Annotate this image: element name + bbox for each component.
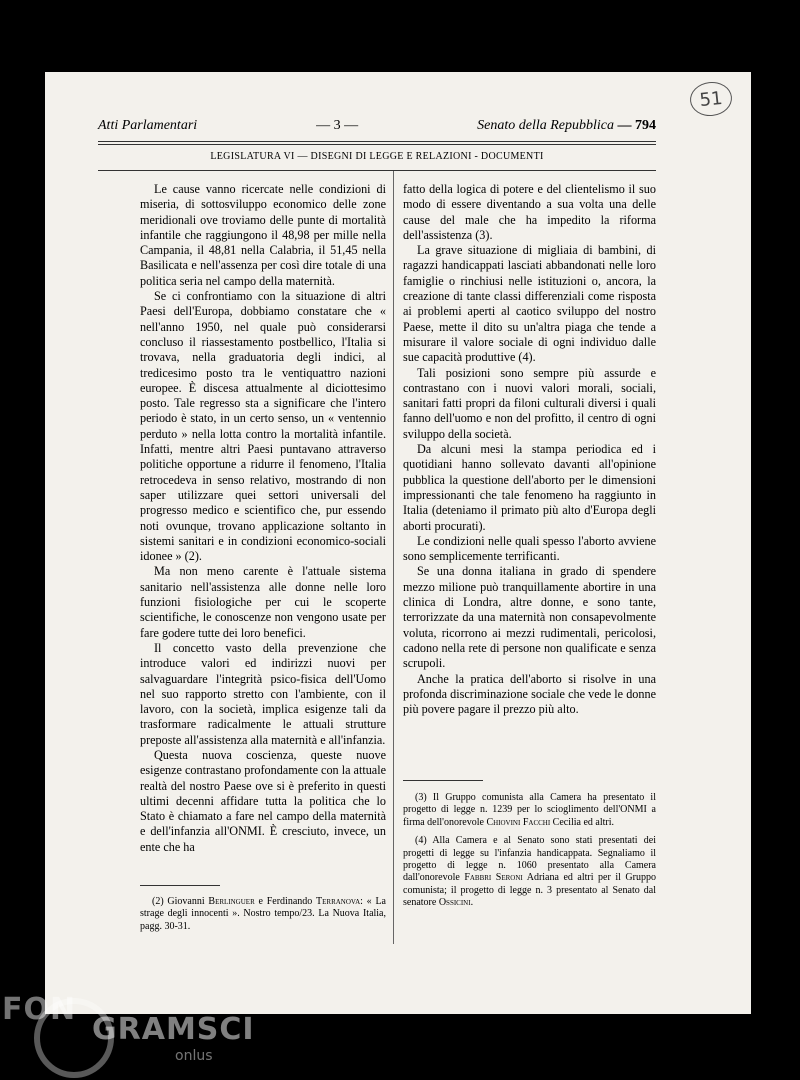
right-column xyxy=(403,182,656,717)
paragraph: Le cause vanno ricercate nelle condizioni di miseria, di sottosviluppo economico delle zone meridionali ove troviamo delle punte di mortalità infantile che raggiungono il 48,98 per mille nella Campania, il 48,81 nella Calabria, il 51,45 nella Basilicata e nell'assenza per così dire totale di una politica seria nel campo della maternità. xyxy=(140,182,386,288)
fn-text: Adriana ed altri per il Gruppo comunista; il progetto di legge n. 3 presentato al Senato dal senatore xyxy=(403,872,656,909)
footnote-3 xyxy=(403,792,656,829)
footnote-4 xyxy=(403,835,656,909)
header-rule-bottom xyxy=(98,144,656,145)
paragraph: fatto della logica di potere e del clientelismo il suo modo di essere diventando a sua volta una delle cause del male che ha impedito la riforma dell'assistenza (3). xyxy=(403,182,656,242)
paragraph: Ma non meno carente è l'attuale sistema sanitario nell'assistenza alle donne nelle loro funzioni fisiologiche per cui le scoperte scientifiche, le conoscenze non vengono usate per fare godere tutte dei loro benefici. xyxy=(140,564,386,640)
watermark-name: GRAMSCI xyxy=(92,1012,255,1047)
header-page-number: — 3 — xyxy=(316,118,359,133)
paragraph: Anche la pratica dell'aborto si risolve in una profonda discriminazione sociale che vede le donne più povere pagare il prezzo più alto. xyxy=(403,671,656,717)
fn-text: . xyxy=(470,897,474,909)
footnote-rule-left xyxy=(140,885,220,886)
fn-text: e Ferdinando xyxy=(254,896,317,907)
watermark-suffix: onlus xyxy=(175,1048,213,1064)
fn-author: Ossicini xyxy=(438,897,471,909)
header-right-page: — 794 xyxy=(617,118,656,133)
legislature-subheader: LEGISLATURA VI — DISEGNI DI LEGGE E RELAZIONI - DOCUMENTI xyxy=(210,151,544,162)
paragraph: Se ci confrontiamo con la situazione di altri Paesi dell'Europa, dobbiamo constatare che « nell'anno 1950, nel quale può considerarsi concluso il riassestamento postbellico, l'Italia si trovava, nella graduatoria degli indici, al tredicesimo posto tra le ventiquattro nazioni europee. È discesa attualmente al diciottesimo posto. Tale regresso sta a significare che l'intero periodo è stato, in un certo senso, un « ventennio perduto » nella lotta contro la mortalità infantile. Infatti, mentre altri Paesi puntavano attraverso politiche opportune a ridurre il fenomeno, l'Italia retrocedeva in senso relativo, mostrando di non saper utilizzare quei settori universali del progresso medico e scientifico che, pur essendo noti ovunque, trovano applicazione soltanto in sistemi sanitari e in condizioni economico-sociali idonee » (2). xyxy=(140,289,386,564)
fn-text: (2) Giovanni xyxy=(152,896,209,907)
paragraph: Tali posizioni sono sempre più assurde e contrastano con i nuovi valori morali, sociali, sanitari fatti propri da filoni culturali diversi i quali fanno dell'uomo e non del profitto, il centro di ogni sviluppo della società. xyxy=(403,365,656,441)
fn-author: Berlinguer xyxy=(208,896,255,907)
fn-text: : « La strage degli innocenti ». Nostro tempo/23. La Nuova Italia, pagg. 30-31. xyxy=(140,896,386,932)
fn-text: (4) Alla Camera e al Senato sono stati presentati dei progetti di legge su l'infanzia handicappata. Segnaliamo il progetto di legge n. 1060 presentato alla Camera dall'onorevole xyxy=(403,835,656,884)
fn-author: Fabbri Seroni xyxy=(464,872,523,884)
footnote-2 xyxy=(140,896,386,933)
paragraph: Il concetto vasto della prevenzione che introduce valori ed indirizzi nuovi per salvaguardare l'integrità psico-fisica dell'Uomo nel suo rapporto stretto con l'ambiente, con il lavoro, con la società, implica esigenze tali da trasformare radicalmente le attuali strutture preposte all'assistenza alla maternità e all'infanzia. xyxy=(140,640,386,747)
footnotes-left xyxy=(140,896,386,939)
header-right-text: Senato della Repubblica xyxy=(477,118,614,133)
fn-text: (3) Il Gruppo comunista alla Camera ha presentato il progetto di legge n. 1239 per lo scioglimento dell'ONMI a firma dell'onorevole xyxy=(403,792,656,828)
watermark-logo xyxy=(0,988,260,1080)
column-divider xyxy=(393,171,394,944)
footnotes-right xyxy=(403,792,656,916)
header-left: Atti Parlamentari xyxy=(98,118,198,133)
watermark-prefix: FON xyxy=(2,992,77,1027)
left-column xyxy=(140,182,386,855)
paragraph: Da alcuni mesi la stampa periodica ed i quotidiani hanno sollevato davanti all'opinione pubblica la questione dell'aborto per le dimensioni impressionanti che tale fenomeno ha raggiunto in Italia (deteniamo il primato più alto d'Europa degli aborti procurati). xyxy=(403,442,656,533)
fn-text: Cecilia ed altri. xyxy=(550,816,615,828)
footnote-rule-right xyxy=(403,780,483,781)
paragraph: Questa nuova coscienza, queste nuove esigenze contrastano profondamente con la attuale realtà del nostro Paese ove si è preferito in questi ultimi decenni affidare tutta la politica che lo Stato è chiamato a fare nel campo della maternità e dell'infanzia all'ONMI. È cresciuto, invece, un ente che ha xyxy=(140,747,387,854)
archive-number-stamp: 51 xyxy=(688,80,733,118)
paragraph: La grave situazione di migliaia di bambini, di ragazzi handicappati lasciati abbandonati nelle loro famiglie o rinchiusi nelle istituzioni o, ancora, la creazione di tante classi differenziali come risposta ai problemi aperti al caotico sviluppo del nostro Paese, mette il dito su un'altra piaga che tende a misurare il valore sociale di ogni individuo dalle sue capacità produttive (4). xyxy=(403,243,656,365)
fn-author: Chiovini Facchi xyxy=(486,816,551,828)
page-header xyxy=(98,118,656,140)
paragraph: Se una donna italiana in grado di spendere mezzo milione può tranquillamente abortire in una clinica di Londra, altre donne, e sono tante, terrorizzate da una maternità non consapevolmente voluta, ricorrono ai mezzi rudimentali, pericolosi, cadono nella rete di persone non qualificate e senza scrupoli. xyxy=(403,564,656,671)
subheader-rule xyxy=(98,170,656,171)
paragraph: Le condizioni nelle quali spesso l'aborto avviene sono semplicemente terrificanti. xyxy=(403,533,656,564)
header-rule-top xyxy=(98,141,656,142)
header-right xyxy=(477,118,656,134)
fn-author: Terranova xyxy=(316,896,361,907)
